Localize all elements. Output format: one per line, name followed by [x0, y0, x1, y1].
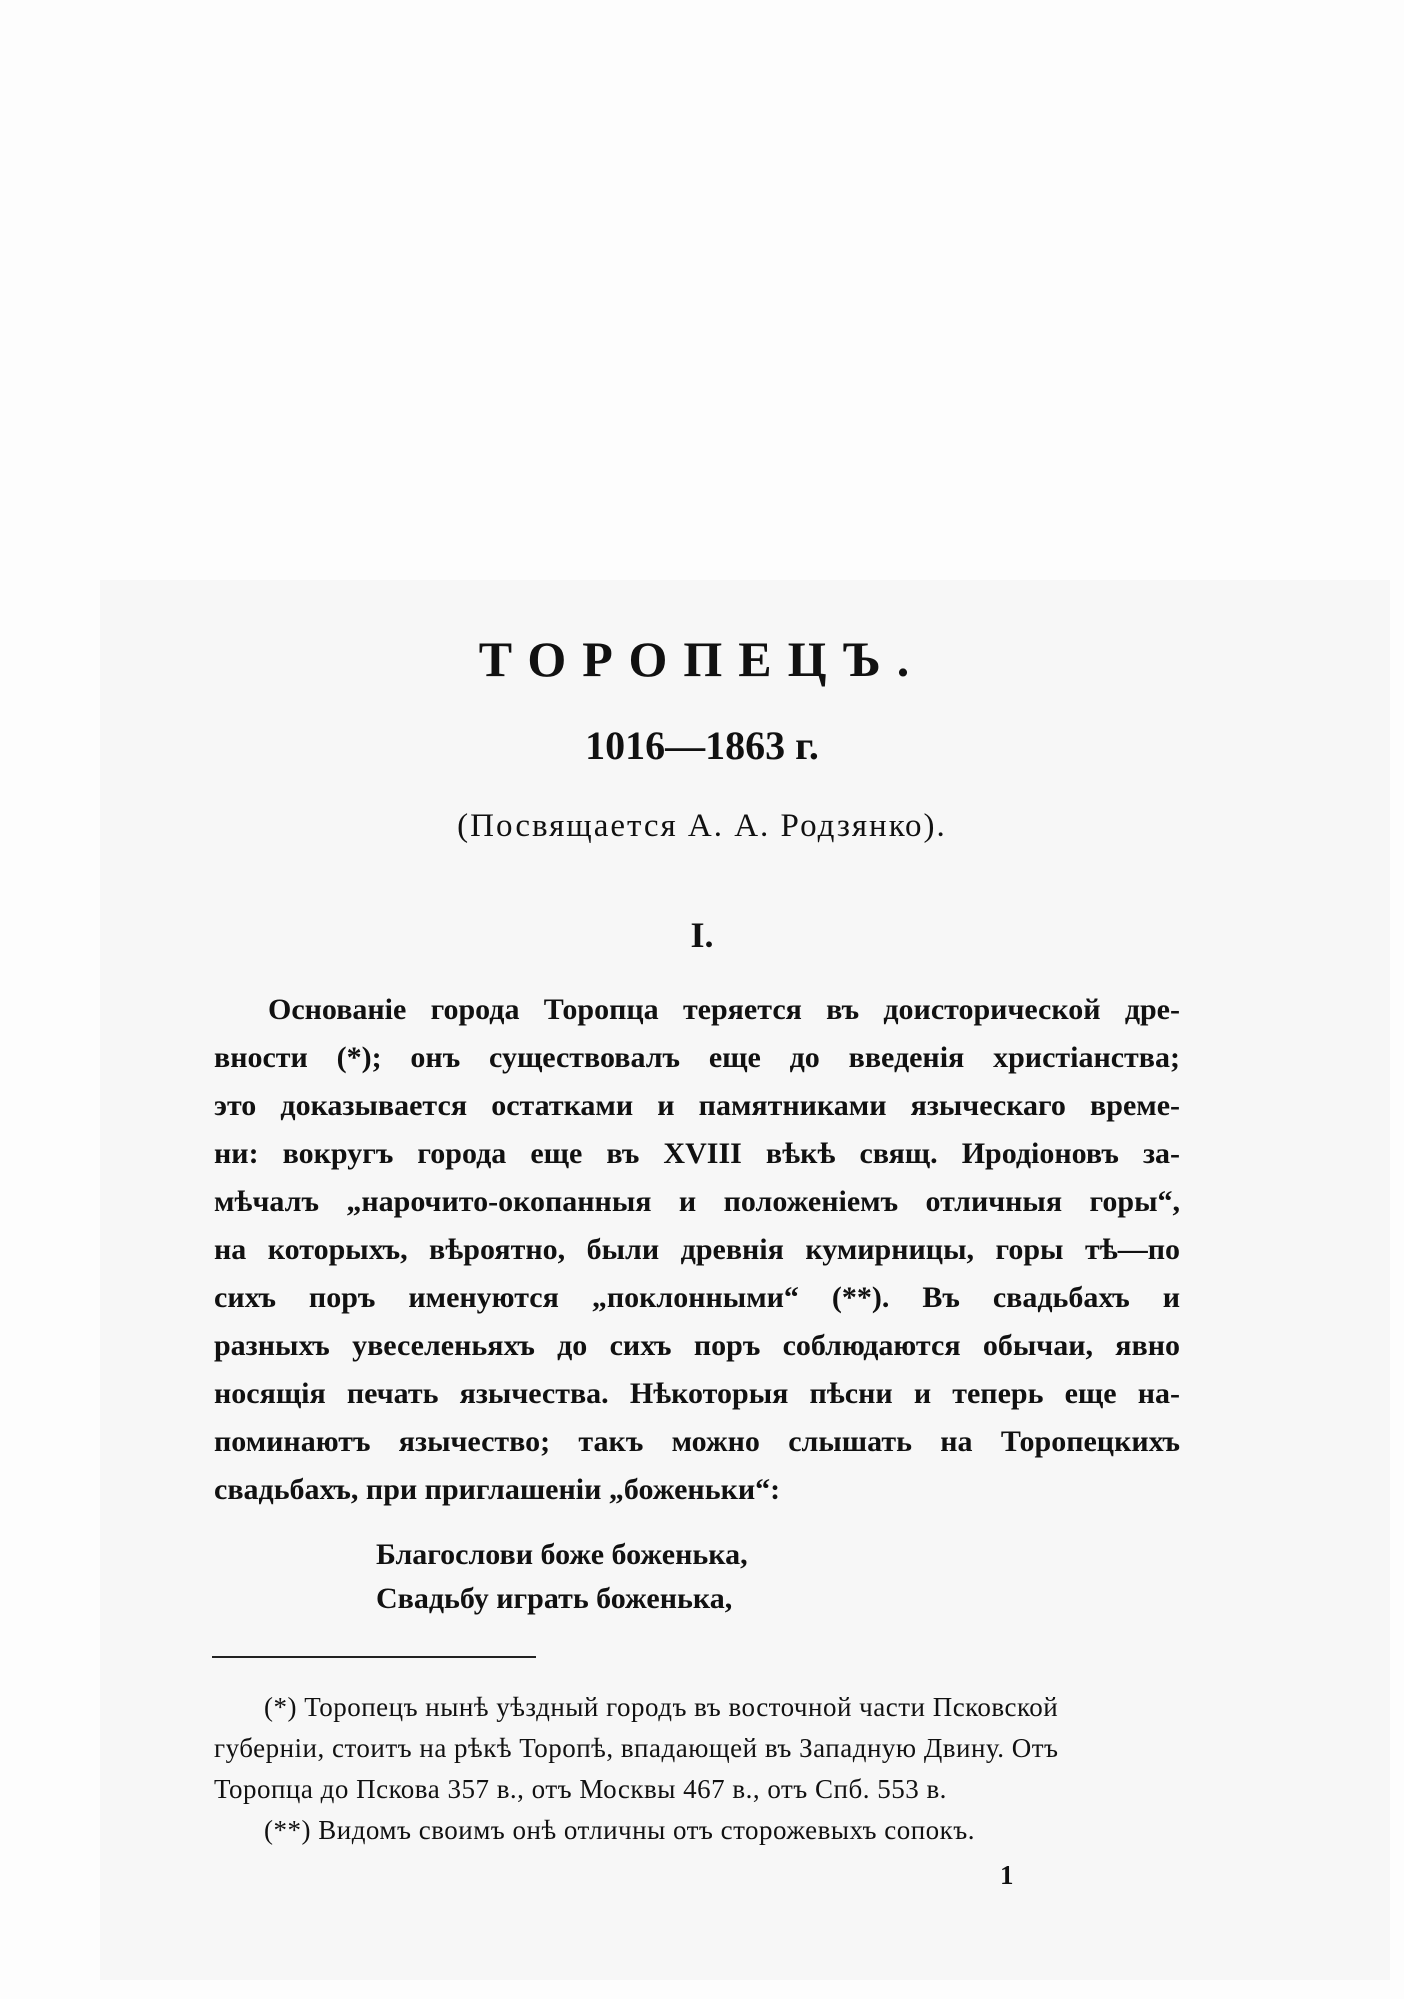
date-range: 1016—1863 г.	[585, 723, 819, 768]
page-number: 1	[1000, 1860, 1014, 1890]
document-title: ТОРОПЕЦЪ.	[478, 631, 926, 687]
body-line: на которыхъ, вѣроятно, были древнія кумирницы, горы тѣ—по	[214, 1233, 1180, 1266]
body-line: разныхъ увеселеньяхъ до сихъ поръ соблюдаются обычаи, явно	[214, 1329, 1180, 1362]
body-line: носящія печать язычества. Нѣкоторыя пѣсни и теперь еще на-	[214, 1377, 1180, 1410]
body-line: вности (*); онъ существовалъ еще до введенія христіанства;	[214, 1041, 1180, 1074]
footnote-separator	[212, 1656, 536, 1658]
footnote-line: губерніи, стоитъ на рѣкѣ Торопѣ, впадающей въ Западную Двину. Отъ	[214, 1733, 1059, 1763]
body-line: поминаютъ язычество; такъ можно слышать на Торопецкихъ	[214, 1425, 1180, 1458]
footnote-line: (**) Видомъ своимъ онѣ отличны отъ сторожевыхъ сопокъ.	[264, 1815, 976, 1845]
body-line: мѣчалъ „нарочито-окопанныя и положеніемъ отличныя горы“,	[214, 1185, 1180, 1218]
body-line: ни: вокругъ города еще въ XVIII вѣкѣ свящ. Иродіоновъ за-	[214, 1137, 1180, 1170]
body-line: Основаніе города Торопца теряется въ доисторической дре-	[268, 993, 1180, 1026]
body-line: сихъ поръ именуются „поклонными“ (**). Въ свадьбахъ и	[214, 1281, 1180, 1314]
body-line: это доказывается остатками и памятниками языческаго време-	[214, 1089, 1180, 1122]
verse-line: Свадьбу играть боженька,	[376, 1582, 733, 1615]
section-number: I.	[690, 915, 714, 955]
footnote-line: (*) Торопецъ нынѣ уѣздный городъ въ восточной части Псковской	[264, 1692, 1059, 1722]
body-line: свадьбахъ, при приглашеніи „боженьки“:	[214, 1473, 781, 1506]
dedication: (Посвящается А. А. Родзянко).	[457, 808, 947, 844]
verse-line: Благослови боже боженька,	[376, 1538, 748, 1571]
footnote-line: Торопца до Пскова 357 в., отъ Москвы 467 в., отъ Спб. 553 в.	[214, 1774, 947, 1804]
